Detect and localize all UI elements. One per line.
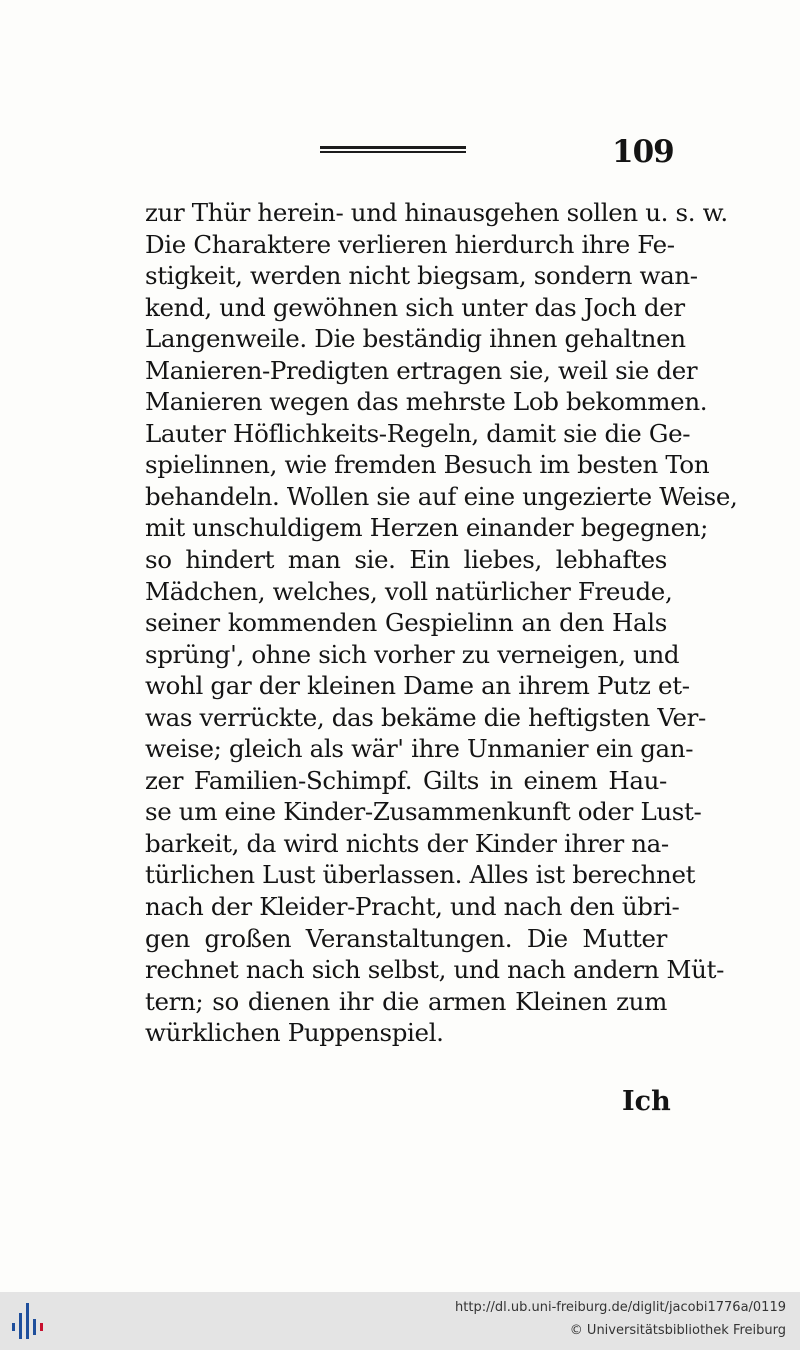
text-line: so hindert man sie. Ein liebes, lebhaftes — [145, 545, 667, 575]
page-number: 109 — [612, 134, 674, 170]
text-line: nach der Kleider-Pracht, und nach den übri- — [145, 892, 680, 922]
text-line: behandeln. Wollen sie auf eine ungezierte Weise, — [145, 481, 738, 511]
text-line: was verrückte, das bekäme die heftigsten Ver- — [145, 702, 706, 732]
text-line: Mädchen, welches, voll natürlicher Freude, — [145, 576, 673, 606]
text-line: Manieren-Predigten ertragen sie, weil sie der — [145, 355, 698, 385]
text-line: sprüng', ohne sich vorher zu verneigen, und — [145, 639, 680, 669]
text-line: se um eine Kinder-Zusammenkunft oder Lust- — [145, 797, 702, 827]
header-rule — [320, 146, 466, 153]
catchword: Ich — [622, 1086, 671, 1117]
text-line: seiner kommenden Gespielinn an den Hals — [145, 608, 667, 638]
permalink-url[interactable]: http://dl.ub.uni-freiburg.de/diglit/jacobi1776a/0119 — [455, 1300, 786, 1315]
text-line: kend, und gewöhnen sich unter das Joch der — [145, 292, 685, 322]
body-text — [145, 197, 738, 1049]
text-line: tern; so dienen ihr die armen Kleinen zum — [145, 986, 667, 1016]
ub-freiburg-logo-icon[interactable] — [10, 1301, 52, 1341]
text-line: stigkeit, werden nicht biegsam, sondern wan- — [145, 261, 698, 291]
text-line: Langenweile. Die beständig ihnen gehaltnen — [145, 324, 686, 354]
footer-bar — [0, 1292, 800, 1350]
text-line: zer Familien-Schimpf. Gilts in einem Hau- — [145, 765, 667, 795]
text-line: Die Charaktere verlieren hierdurch ihre Fe- — [145, 229, 675, 259]
text-line: mit unschuldigem Herzen einander begegnen; — [145, 513, 709, 543]
text-line: weise; gleich als wär' ihre Unmanier ein gan- — [145, 734, 694, 764]
text-line: rechnet nach sich selbst, und nach andern Müt- — [145, 955, 725, 985]
text-line: türlichen Lust überlassen. Alles ist berechnet — [145, 860, 696, 890]
text-line: Manieren wegen das mehrste Lob bekommen. — [145, 387, 708, 417]
text-line: Lauter Höflichkeits-Regeln, damit sie die Ge- — [145, 418, 691, 448]
text-line: gen großen Veranstaltungen. Die Mutter — [145, 923, 667, 953]
text-line: wohl gar der kleinen Dame an ihrem Putz et- — [145, 671, 690, 701]
text-line: barkeit, da wird nichts der Kinder ihrer na- — [145, 828, 669, 858]
text-line: würklichen Puppenspiel. — [145, 1018, 444, 1048]
copyright-text: © Universitätsbibliothek Freiburg — [569, 1323, 786, 1338]
text-line: zur Thür herein- und hinausgehen sollen u. s. w. — [145, 198, 728, 227]
text-line: spielinnen, wie fremden Besuch im besten Ton — [145, 450, 710, 480]
